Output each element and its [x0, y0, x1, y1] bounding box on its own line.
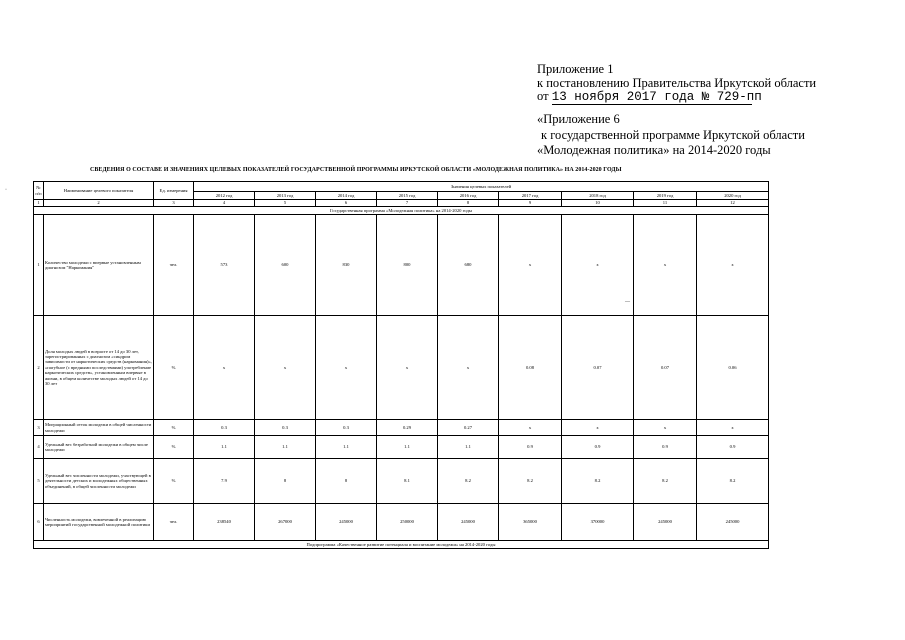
stray-mark: —: [625, 300, 630, 305]
indicator-unit: %: [154, 459, 194, 504]
value-cell: x: [499, 215, 562, 316]
value-cell: 1.1: [255, 436, 316, 459]
value-cell: x: [438, 316, 499, 420]
value-cell: 267000: [255, 504, 316, 541]
value-cell: x: [562, 420, 634, 436]
section-row: [34, 207, 769, 215]
indicator-unit: чел.: [154, 215, 194, 316]
col-number: 10: [562, 200, 634, 207]
row-number: 4: [34, 436, 44, 459]
year-2016: 2016 год: [438, 192, 499, 200]
col-number: 1: [34, 200, 44, 207]
col-number: 9: [499, 200, 562, 207]
value-cell: x: [634, 420, 697, 436]
value-cell: 8.2: [697, 459, 769, 504]
value-cell: 8.2: [438, 459, 499, 504]
value-cell: x: [316, 316, 377, 420]
value-cell: x: [377, 316, 438, 420]
table-row: [34, 504, 769, 541]
value-cell: 245000: [697, 504, 769, 541]
resolution-date-line: [537, 89, 762, 105]
value-cell: 8.2: [562, 459, 634, 504]
value-cell: 1.1: [438, 436, 499, 459]
year-2015: 2015 год: [377, 192, 438, 200]
value-cell: 0.27: [438, 420, 499, 436]
indicator-name: Доля молодых людей в возрасте от 14 до 30 лет, зарегистрированных с диагнозом «синдром зависимости от наркотических средств (наркомания)», «пагубное (с вредными последствиями) употребление наркотических средств», установленным впервые в жизни, в общем количестве молодых людей от 14 до 30 лет: [44, 316, 154, 420]
col-number: 4: [194, 200, 255, 207]
value-cell: 800: [377, 215, 438, 316]
section-row: [34, 541, 769, 549]
date-underline: [552, 104, 752, 105]
indicator-unit: %: [154, 436, 194, 459]
year-2012: 2012 год: [194, 192, 255, 200]
col-number: 12: [697, 200, 769, 207]
value-cell: 0.29: [377, 420, 438, 436]
col-number: 3: [154, 200, 194, 207]
value-cell: 8.1: [377, 459, 438, 504]
value-cell: x: [255, 316, 316, 420]
appendix-label: Приложение 1: [537, 62, 614, 76]
value-cell: 0.9: [499, 436, 562, 459]
value-cell: 245000: [316, 504, 377, 541]
value-cell: 0.9: [634, 436, 697, 459]
document-title: СВЕДЕНИЯ О СОСТАВЕ И ЗНАЧЕНИЯХ ЦЕЛЕВЫХ ПОКАЗАТЕЛЕЙ ГОСУДАРСТВЕННОЙ ПРОГРАММЫ ИРКУТСКОЙ ОБЛАСТИ «МОЛОДЕЖНАЯ ПОЛИТИКА» НА 2014-2020 ГОДЫ: [90, 167, 622, 173]
col-number: 7: [377, 200, 438, 207]
from-prefix: от: [537, 89, 549, 103]
value-cell: 8.2: [634, 459, 697, 504]
indicator-unit: %: [154, 316, 194, 420]
value-cell: 0.3: [316, 420, 377, 436]
year-2019: 2019 год: [634, 192, 697, 200]
program-name: «Молодежная политика» на 2014-2020 годы: [537, 143, 771, 157]
year-2014: 2014 год: [316, 192, 377, 200]
year-2018: 2018 год: [562, 192, 634, 200]
table-row: [34, 459, 769, 504]
value-cell: 245000: [438, 504, 499, 541]
row-number: 1: [34, 215, 44, 316]
table-row: [34, 420, 769, 436]
value-cell: 573: [194, 215, 255, 316]
value-cell: 680: [438, 215, 499, 316]
value-cell: 365000: [499, 504, 562, 541]
indicators-table: [33, 181, 769, 549]
value-cell: 830: [316, 215, 377, 316]
value-cell: 0.3: [194, 420, 255, 436]
value-cell: 1.1: [194, 436, 255, 459]
value-cell: 0.9: [697, 436, 769, 459]
col-number: 6: [316, 200, 377, 207]
indicator-unit: чел.: [154, 504, 194, 541]
value-cell: 0.9: [562, 436, 634, 459]
year-2020: 2020 год: [697, 192, 769, 200]
table-row: [34, 215, 769, 316]
col-number: 8: [438, 200, 499, 207]
row-number: 2: [34, 316, 44, 420]
program-reference: к государственной программе Иркутской области: [541, 128, 805, 142]
indicator-unit: %: [154, 420, 194, 436]
resolution-reference: к постановлению Правительства Иркутской области: [537, 76, 817, 90]
column-numbers-row: [34, 200, 769, 207]
resolution-date-number: 13 ноября 2017 года № 729-пп: [551, 90, 762, 104]
value-cell: 370000: [562, 504, 634, 541]
value-cell: 0.3: [255, 420, 316, 436]
value-cell: x: [499, 420, 562, 436]
value-cell: x: [634, 215, 697, 316]
row-number: 6: [34, 504, 44, 541]
value-cell: x: [697, 215, 769, 316]
row-number: 3: [34, 420, 44, 436]
col-number: 2: [44, 200, 154, 207]
table-row: [34, 436, 769, 459]
appendix6-label: «Приложение 6: [537, 112, 620, 126]
value-cell: 238540: [194, 504, 255, 541]
value-cell: 0.06: [697, 316, 769, 420]
year-2013: 2013 год: [255, 192, 316, 200]
table-header-row: [34, 182, 769, 192]
section-subprogram-title: Подпрограмма «Качественное развитие потенциала и воспитание молодежи» на 2014-2020 годы: [34, 541, 769, 549]
col-header-values: Значения целевых показателей: [194, 182, 769, 192]
indicator-name: Количество молодежи с впервые установленным диагнозом "Наркомания": [44, 215, 154, 316]
value-cell: x: [562, 215, 634, 316]
margin-mark: ·: [5, 187, 7, 193]
value-cell: x: [697, 420, 769, 436]
value-cell: 245000: [634, 504, 697, 541]
year-2017: 2017 год: [499, 192, 562, 200]
value-cell: 0.08: [499, 316, 562, 420]
value-cell: x: [194, 316, 255, 420]
indicator-name: Миграционный отток молодежи в общей численности молодежи: [44, 420, 154, 436]
value-cell: 8: [255, 459, 316, 504]
value-cell: 250000: [377, 504, 438, 541]
col-header-num: № п/п: [34, 182, 44, 200]
value-cell: 0.07: [634, 316, 697, 420]
value-cell: 8: [316, 459, 377, 504]
indicator-name: Удельный вес безработной молодежи в общем числе молодежи: [44, 436, 154, 459]
section-program-title: Государственная программа «Молодежная политика» на 2014-2020 годы: [34, 207, 769, 215]
value-cell: 1.1: [316, 436, 377, 459]
col-header-name: Наименование целевого показателя: [44, 182, 154, 200]
value-cell: 8.2: [499, 459, 562, 504]
indicator-name: Удельный вес численности молодежи, участвующей в деятельности детских и молодежных общественных объединений, в общей численности молодежи: [44, 459, 154, 504]
col-number: 5: [255, 200, 316, 207]
value-cell: 7.9: [194, 459, 255, 504]
row-number: 5: [34, 459, 44, 504]
col-header-unit: Ед. измерения: [154, 182, 194, 200]
table-row: [34, 316, 769, 420]
value-cell: 0.07: [562, 316, 634, 420]
col-number: 11: [634, 200, 697, 207]
value-cell: 1.1: [377, 436, 438, 459]
value-cell: 600: [255, 215, 316, 316]
indicator-name: Численность молодежи, вовлеченной в реализацию мероприятий государственной молодежной политики: [44, 504, 154, 541]
